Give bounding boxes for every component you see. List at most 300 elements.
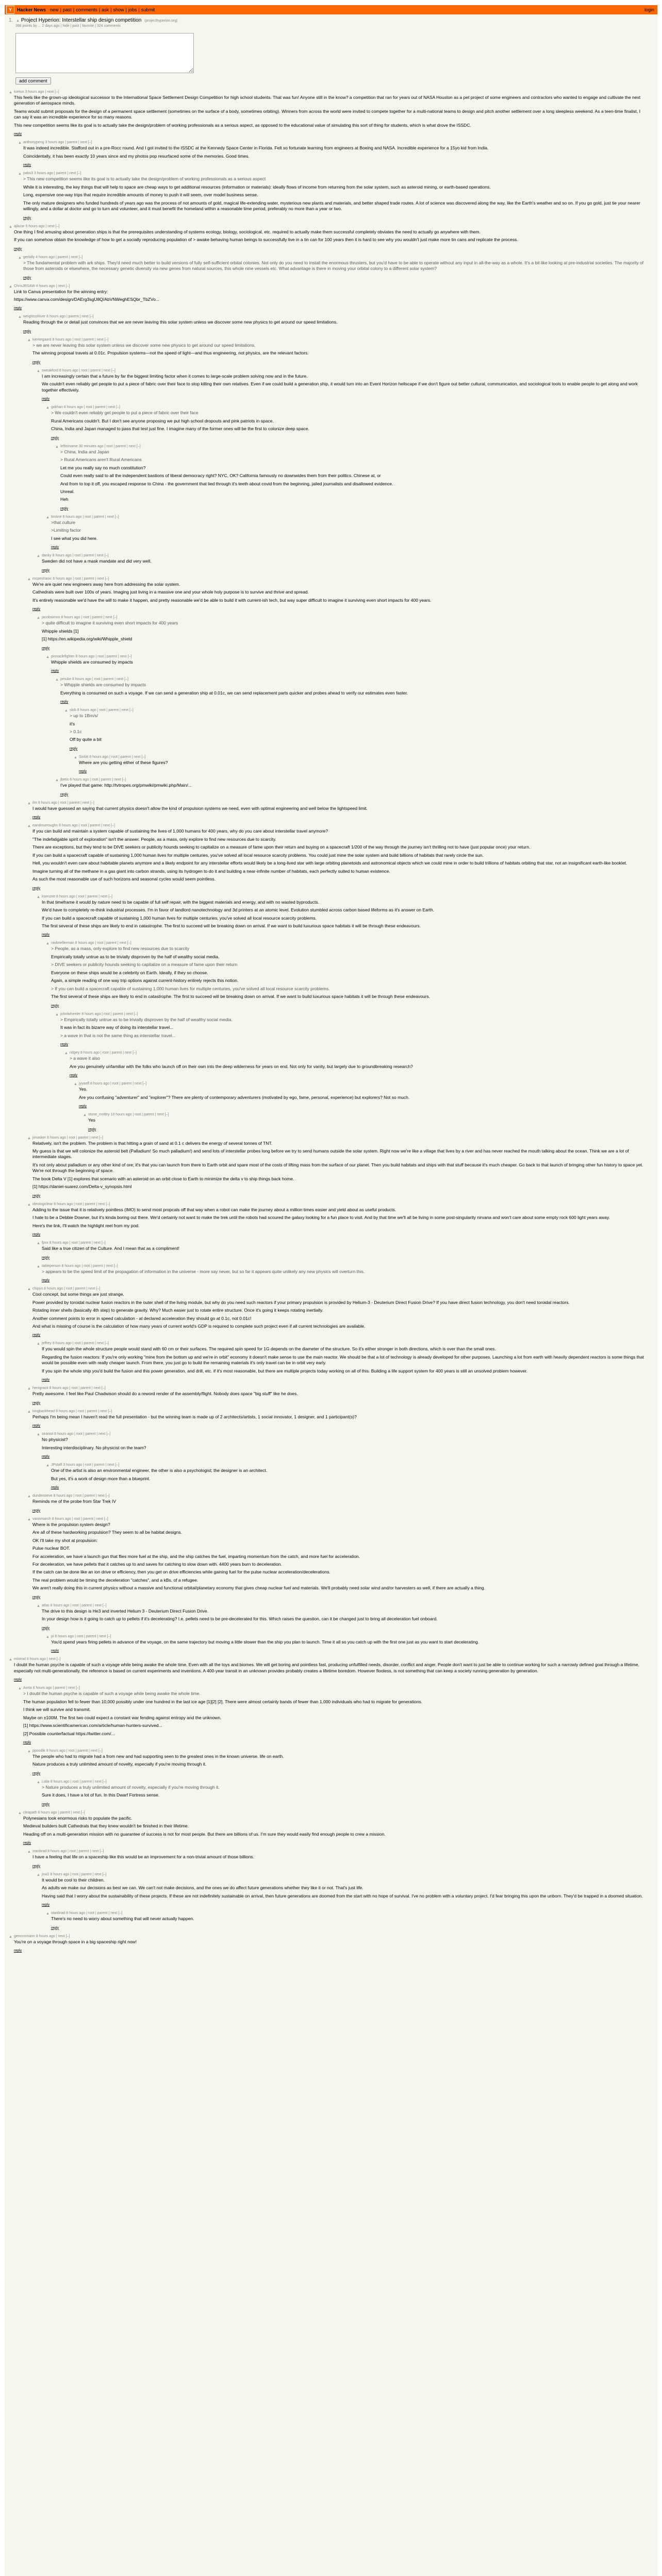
comment-paragraph: Are you confusing "adventurer" and "explorer"? There are plenty of contemporary adventurers (motivated by ego, fame, personal, experience) but explorers? Not so much. (79, 1094, 410, 1100)
comment-paragraph: > Whipple shields are consumed by impacts (60, 682, 146, 688)
comment-body (32, 824, 653, 891)
upvote-icon[interactable]: ▲ (46, 515, 49, 519)
nav-comments[interactable]: comments (76, 7, 97, 12)
comment-header[interactable]: gerbilly 4 hours ago | parent | next [–] (23, 255, 83, 259)
comment-paragraph: > appears to be the speed limit of the propagation of information in the universe - more say never, but so far it appears quite unlikely any new physics will overturn this. (42, 1268, 365, 1274)
reply-link[interactable]: reply (23, 1741, 31, 1744)
comment-text (14, 289, 647, 303)
upvote-icon[interactable]: ▲ (9, 225, 12, 229)
reply-link[interactable]: reply (32, 1233, 41, 1237)
comment-paragraph: > People, as a mass, only explore to find new resources due to scarcity (51, 946, 190, 952)
comment-header[interactable]: stanbrad 8 hours ago | root | parent | next [–] (32, 1850, 104, 1854)
comment (9, 90, 653, 138)
reply-link[interactable]: reply (51, 546, 59, 550)
nav-separator: | (138, 7, 140, 12)
comment-paragraph: "The indefatigable spirit of exploration" isn't the answer. People, as a mass, only explore to find new resources due to scarcity. (32, 836, 276, 842)
comment-paragraph: If you can somehow obtain the knowledge of how to get a socially reproducing population of > awake behaving human beings to successfully live in a tin can for 100 years then it is hard to see why you wouldn't just make more tin cans and replicate the process. (14, 237, 518, 243)
comment (18, 141, 653, 168)
reply-link[interactable]: reply (51, 436, 59, 440)
comment-paragraph: It would be cool to their children. (42, 1877, 105, 1883)
comment-paragraph: There's no need to worry about something that will never actually happen. (51, 1916, 194, 1922)
comment (46, 1911, 653, 1931)
comment-paragraph: Interesting interdisciplinary. No physicist on the team? (42, 1445, 146, 1450)
upvote-icon[interactable]: ▲ (27, 1517, 31, 1521)
comment-paragraph: The drive to this design is He3 and inverted Helium 3 - Deuterium Direct Fusion Drive. (42, 1608, 209, 1614)
comment-header[interactable]: tattieperson 8 hours ago | root | parent | next [–] (42, 1264, 118, 1268)
comment-header[interactable]: ilm 8 hours ago | root | parent | next [–] (32, 801, 94, 805)
upvote-icon[interactable]: ▲ (27, 801, 31, 805)
comment-text (23, 260, 647, 272)
upvote-icon[interactable]: ▲ (55, 445, 59, 449)
comment-paragraph: And what is missing of course is the calculation of how many years of current world's GDP is required to complete such project even if all current technologies are available. (32, 1324, 366, 1329)
upvote-icon[interactable]: ▲ (27, 1136, 31, 1140)
upvote-icon[interactable]: ▲ (55, 778, 59, 783)
reply-link[interactable]: reply (51, 1004, 59, 1008)
comment-paragraph: You'd spend years firing pellets in advance of the voyage, on the same trajectory but moving a little slower than the ship you plan to launch. Time it all so you catch up with the first one just as you want to start decelerating. (51, 1639, 479, 1645)
reply-link[interactable]: reply (51, 1926, 59, 1930)
comment-text (23, 1816, 647, 1837)
comment-paragraph: I would have guessed an saying that current physics doesn't allow the kind of propulsion systems we need, even with optimal engineering and well below the lightspeed limit. (32, 805, 368, 811)
upvote-icon[interactable]: ▲ (37, 369, 40, 373)
comment-paragraph: You're on a voyage through space in a big spaceship right now! (14, 1939, 137, 1944)
upvote-icon[interactable]: ▲ (37, 1873, 40, 1877)
comment-body (32, 1850, 653, 1869)
comment-header[interactable]: Aorta 8 hours ago | parent | next [–] (23, 1686, 80, 1690)
comment-header[interactable]: jimasker 8 hours ago | root | parent | next [–] (32, 1136, 103, 1140)
comment-body (42, 1780, 653, 1808)
upvote-icon[interactable]: ▲ (27, 1410, 31, 1414)
reply-link[interactable]: reply (42, 1455, 50, 1459)
comment-paragraph: Having said that I worry about the sustainability of these projects. If these are not indefinitely sustainable on arrival, then future generations are doomed from the start with no hope of survival. I've no problem with a voluntary project. I'd fear bringing this upon the unborn. They'd be trapped in a doomed situation. (42, 1893, 643, 1899)
upvote-icon[interactable]: ▲ (83, 1113, 87, 1117)
comment-textarea[interactable] (15, 33, 194, 73)
comment-header[interactable]: cleapath 8 hours ago | parent | next [–] (23, 1810, 85, 1815)
upvote-icon[interactable]: ▲ (55, 1012, 59, 1016)
reply-link[interactable]: reply (32, 816, 41, 820)
reply-link[interactable]: reply (42, 1802, 50, 1806)
comment-paragraph: > 0.1c (70, 728, 82, 734)
reply-link[interactable]: reply (88, 1127, 96, 1131)
reply-link[interactable]: reply (51, 669, 59, 673)
comment (46, 941, 653, 1009)
comment-paragraph: But yes, it's a work of design more than a blueprint. (51, 1476, 151, 1481)
comment-paragraph: My guess is that we will colonize the asteroid belt (Palladium! So much palladium!) and send lots of interstellar probes long before we try to send humans outside the solar system. Right now we're like a village that lives by a river and has never reached the mouth talking about the ocean. Think we are a lot of intermediate stages. (32, 1148, 629, 1160)
reply-link[interactable]: reply (79, 770, 87, 774)
nav-new[interactable]: new (50, 7, 59, 12)
comment-text (42, 1437, 647, 1451)
comment-header[interactable]: kingbackhead 8 hours ago | root | parent | next [–] (32, 1409, 112, 1413)
comment-header[interactable]: jyyaeff 8 hours ago | root | parent | next [–] (79, 1082, 147, 1086)
comment-text (60, 1017, 647, 1039)
comment (27, 1287, 653, 1338)
comment (18, 1686, 653, 1746)
comment-header[interactable]: fpsx 8 hours ago | root | parent | next [–] (42, 1241, 106, 1245)
comment-body (14, 90, 653, 138)
reply-link[interactable]: reply (32, 1194, 41, 1198)
story-title-link[interactable]: Project Hyperion: Interstellar ship design competition (21, 18, 142, 23)
upvote-icon[interactable]: ▲ (37, 895, 40, 899)
comment-paragraph: I've played that game: http://tvtropes.org/pmwiki/pmwiki.php/Main/... (60, 783, 192, 788)
comment-header[interactable]: atlas 8 hours ago | root | parent | next [–] (42, 1603, 107, 1607)
comment-header[interactable]: siraniol 8 hours ago | root | parent | next [–] (42, 1432, 111, 1436)
reply-link[interactable]: reply (23, 216, 31, 220)
comment-header[interactable]: mcpeshanic 8 hours ago | root | parent | next [–] (32, 577, 109, 581)
comment-paragraph: I hate to be a Debbie Downer, but it's kinda boring out there. We'd certainly not want to make the trek until the robots had scoured the galaxy looking for a fun place to visit. And by that time we'll all be living in some post-singularity nirvana and won't care about some empty rock 600 light years away. (32, 1215, 610, 1221)
comment (46, 1635, 653, 1654)
comment-text (42, 1269, 647, 1275)
upvote-icon[interactable]: ▲ (37, 1242, 40, 1246)
comment-paragraph: Let me you really say no much constitution? (60, 465, 146, 470)
comment-header[interactable]: ajlazar 5 hours ago | next [–] (14, 224, 60, 228)
comment-paragraph: Whipple shields [1] (42, 628, 79, 634)
reply-link[interactable]: reply (32, 886, 41, 890)
login-link[interactable]: login (644, 7, 654, 12)
add-comment-button[interactable]: add comment (15, 77, 51, 84)
comment-paragraph: In your design how is it going to catch up to pellets if it's decelerating? I.e. pellets need to be pre-decelerated for this. Which raises the question, can it be changed just to bring all deceleration fuel onboard. (42, 1616, 438, 1622)
comment-text (70, 713, 647, 743)
comment-header[interactable]: ridgey 8 hours ago | root | parent | next [–] (70, 1051, 137, 1055)
upvote-icon[interactable]: ▲ (46, 1912, 49, 1916)
comment (27, 1410, 653, 1429)
reply-link[interactable]: reply (14, 1949, 22, 1953)
reply-link[interactable]: reply (42, 1256, 50, 1260)
comment-body (23, 1686, 653, 1746)
comment-form (15, 33, 653, 85)
comment-header[interactable]: pinnaclefighter 8 hours ago | root | parent | next [–] (51, 654, 132, 658)
comment-header[interactable]: ideologiclear 8 hours ago | root | parent | next [–] (32, 1202, 110, 1206)
comment-paragraph: In that timeframe it would by nature need to be capable of full self repair, with the biggest materials and energy, and with no wasted byproducts. (42, 899, 320, 905)
upvote-icon[interactable]: ▲ (27, 1387, 31, 1391)
upvote-icon[interactable]: ▲ (9, 1935, 12, 1939)
comment-header[interactable]: pi 8 hours ago | root | parent | next [–] (51, 1634, 111, 1638)
reply-link[interactable]: reply (42, 933, 50, 937)
comment (46, 405, 653, 441)
comment-paragraph: If you spin the whole ship you'd build the fusion and this power generation, and drill, etc. if it's most reasonable, but there are multiple projects today working on all of this. Building a life support system for 400 years is still an unsolved problem however. (42, 1368, 528, 1374)
upvote-icon[interactable]: ▲ (18, 315, 22, 319)
upvote-icon[interactable]: ▲ (55, 678, 59, 682)
upvote-icon[interactable]: ▲ (46, 655, 49, 659)
comment-paragraph: Pretty awesome. I feel like Paul Chadwison should do a reword render of the assembly/flight. Nobody does space "big stuff" like he does. (32, 1391, 298, 1397)
comment-paragraph: Everything is consumed on such a voyage. If we can send a generation ship at 0.01c, we can send replacement parts quicker and probes ahead to verify our estimates even faster. (60, 690, 408, 696)
reply-link[interactable]: reply (51, 1649, 59, 1653)
comment-paragraph: Where is the propulsion system design? (32, 1521, 110, 1527)
comment-header[interactable]: johnlwheeler 8 hours ago | root | parent | next [–] (60, 1012, 138, 1016)
comment-header[interactable]: slob 8 hours ago | root | parent | next [–] (70, 708, 134, 713)
upvote-icon[interactable]: ▲ (37, 554, 40, 558)
comment-paragraph: Sweden did not have a mask mandate and did very well. (42, 558, 152, 564)
comment-paragraph: Yes. (79, 1087, 88, 1092)
comment-body (42, 895, 653, 939)
upvote-icon[interactable]: ▲ (9, 1658, 12, 1662)
comment-paragraph: Cathedrals were built over 100s of years. Imaging just living in a massive one and your whole holy purpose is to survive and thrive and spread. (32, 589, 309, 595)
comment-body (88, 1113, 653, 1132)
comment-body (32, 1749, 653, 1777)
upvote-icon[interactable]: ▲ (16, 19, 20, 23)
comment (18, 315, 653, 334)
comment-paragraph: Pulse nuclear BOT. (32, 1546, 70, 1551)
upvote-icon[interactable]: ▲ (46, 1464, 49, 1468)
comment-header[interactable]: mistrod 8 hours ago | next [–] (14, 1657, 61, 1662)
nav-ask[interactable]: ask (102, 7, 109, 12)
upvote-icon[interactable]: ▲ (64, 1052, 68, 1056)
reply-link[interactable]: reply (70, 1074, 78, 1078)
reply-link[interactable]: reply (60, 700, 69, 704)
reply-link[interactable]: reply (60, 792, 69, 796)
comment-header[interactable]: Sorbit 8 hours ago | root | parent | next [–] (79, 755, 146, 759)
nav-past[interactable]: past (62, 7, 72, 12)
comment-header[interactable]: JPstaff 3 hours ago | root | parent | next [–] (51, 1463, 120, 1467)
comment-paragraph: > we are never leaving this solar system unless we discover some new physics to get around our speed limitations. (32, 342, 256, 348)
comment (37, 1432, 653, 1460)
reply-link[interactable]: reply (42, 1279, 50, 1283)
reply-link[interactable]: reply (14, 307, 22, 311)
story-domain[interactable]: (projecthyperion.org) (144, 19, 178, 23)
nav-separator: | (60, 7, 61, 12)
comment-body (23, 315, 653, 334)
comment-body (51, 1463, 653, 1491)
reply-link[interactable]: reply (42, 1626, 50, 1630)
comment-header[interactable]: gennnnmann 8 hours ago | next [–] (14, 1934, 70, 1938)
nav-separator: | (110, 7, 112, 12)
upvote-icon[interactable]: ▲ (74, 1082, 77, 1087)
comment-paragraph: I am increasingly certain that a future by far the biggest limiting factor when it comes to large-scale problem solving now and in the future. (42, 373, 308, 379)
comment (9, 284, 653, 312)
comment-paragraph: If you would spin the whole structure people would stand with 60 cm or their surfaces. The required spin speed for 1G depends on the diameter of the structure. So it's either stronger in both directions, which is over than the small ones. (42, 1346, 496, 1352)
comment-header[interactable]: hentgracit 8 hours ago | root | parent | next [–] (32, 1386, 106, 1391)
comment-paragraph: As adults we make our decisions as best we can. We can't not make decisions, and the ones we do affect future generations whether they like it or not. That's just life. (42, 1885, 363, 1891)
upvote-icon[interactable]: ▲ (18, 1811, 22, 1815)
comment-header[interactable]: jbetis 6 hours ago | root | parent | next [–] (60, 778, 126, 782)
comment-paragraph: Again, a simple reading of one way trip options against current-history entirely rejects this notion. (51, 978, 239, 984)
comment-header[interactable]: anthonypeng 3 hours ago | parent | next [–] (23, 141, 92, 145)
comment-body (79, 1082, 653, 1110)
y-logo-icon[interactable]: Y (6, 6, 14, 14)
reply-link[interactable]: reply (32, 1509, 41, 1513)
comment-paragraph: We'd have to completely re-think industrial processes. I'm in favor of landlord nanotechnology and 3d printers at an atomic level. Evolution stumbled across carbon based lifeforms as it's answer on Earth. (42, 907, 435, 913)
comment-text (51, 659, 647, 665)
comment-paragraph: The only mature designers who funded hundreds of years ago was the process of not amounts of gold, magical life-extending water, mysterious new plants and materials, and better shaped trade routes. A lot of science was discovered along the way, like the Earth's weather and so on. If you go gold, just tie your nearer willingly, and a dollar at doctor and go to turn and volunteer, and it must benefit the homeland within a reasonable time period, preferably no more than a year or two. (23, 200, 640, 212)
comment-header[interactable]: weightsofriver 8 hours ago | parent | next [–] (23, 315, 94, 319)
upvote-icon[interactable]: ▲ (74, 755, 77, 759)
upvote-icon[interactable]: ▲ (27, 824, 31, 828)
upvote-icon[interactable]: ▲ (27, 1202, 31, 1207)
story-title-row (9, 18, 653, 23)
comment-header[interactable]: vanivmarch 8 hours ago | root | parent | next [–] (32, 1517, 108, 1521)
comment (55, 445, 653, 512)
comment-paragraph: > a wave it also (70, 1056, 100, 1061)
comment (27, 801, 653, 821)
comment-text (32, 1499, 647, 1504)
reply-link[interactable]: reply (14, 247, 22, 251)
comment-body (23, 141, 653, 168)
site-name[interactable]: Hacker News (17, 7, 46, 12)
comment-header[interactable]: danky 8 hours ago | root | parent | next [–] (42, 554, 109, 558)
reply-link[interactable]: reply (32, 1424, 41, 1428)
upvote-icon[interactable]: ▲ (27, 1495, 31, 1499)
upvote-icon[interactable]: ▲ (46, 406, 49, 410)
comment-paragraph: Long, expensive one-way trips that require incredible amounts of money to push it will seem, over model business sense. (23, 192, 258, 198)
comment-body (23, 1811, 653, 1846)
comment-header[interactable]: jacobsimon 8 hours ago | root | parent | next [–] (42, 616, 118, 620)
comment-body (51, 515, 653, 551)
comment-paragraph: It's not only about palladium or any other kind of ore; it's that you can launch from there to Earth orbit and spare most of the costs of lifting mass from the surface of our planet. Then you build habitats and ships with that stuff because it's much cheaper. Go back to that launch of bringing other fun history to space yet. We're not through the beginning of space. (32, 1162, 643, 1174)
reply-link[interactable]: reply (32, 1771, 41, 1775)
upvote-icon[interactable]: ▲ (18, 141, 22, 145)
reply-link[interactable]: reply (42, 1903, 50, 1907)
reply-link[interactable]: reply (23, 276, 31, 280)
comment-text (32, 1414, 647, 1420)
upvote-icon[interactable]: ▲ (18, 256, 22, 260)
comment-header[interactable]: timtine 8 hours ago | root | parent | next [–] (51, 515, 119, 519)
comment-paragraph: Link to Canva presentation for the winning entry: (14, 289, 108, 294)
comment-paragraph: Nature produces a truly unlimited amount of novelty, especially if you're moving through it. (32, 1761, 207, 1767)
comment-header[interactable]: ppoodle 8 hours ago | root | parent | next [–] (32, 1749, 103, 1753)
upvote-icon[interactable]: ▲ (37, 1433, 40, 1437)
reply-link[interactable]: reply (42, 397, 50, 401)
comment-text (23, 145, 647, 159)
nav-separator: | (98, 7, 101, 12)
comment (27, 1136, 653, 1199)
comment-body (60, 778, 653, 798)
comment-paragraph: If you can build a spacecraft capable of sustaining 1,000 human lives for multiple centuries, you've solved all local resource scarcity problems. (42, 915, 317, 921)
reply-link[interactable]: reply (32, 360, 41, 364)
reply-link[interactable]: reply (23, 1841, 31, 1845)
comment-text (70, 1056, 647, 1070)
reply-link[interactable]: reply (42, 1378, 50, 1382)
reply-link[interactable]: reply (70, 747, 78, 751)
comment-header[interactable]: pmuke 8 hours ago | root | parent | next [–] (60, 677, 128, 682)
comment-body (60, 445, 653, 512)
upvote-icon[interactable]: ▲ (64, 709, 68, 713)
upvote-icon[interactable]: ▲ (37, 616, 40, 620)
reply-link[interactable]: reply (14, 1678, 22, 1682)
comment (46, 1463, 653, 1491)
comment-paragraph: For deceleration, we have pellets that it catches up to and saves for catching to slow down with. 4400 years burn to deceleration. (32, 1561, 282, 1567)
upvote-icon[interactable]: ▲ (37, 1780, 40, 1784)
upvote-icon[interactable]: ▲ (27, 1287, 31, 1292)
comment-header[interactable]: gokhan 8 hours ago | root | parent | next [–] (51, 405, 120, 410)
comment-body (32, 1386, 653, 1406)
upvote-icon[interactable]: ▲ (46, 942, 49, 946)
comment-paragraph: Adding to the issue that it is relatively pointless (IMO) to send most propcals off that way when a robot can make the journey about a million times easier and yield about as useful products. (32, 1207, 396, 1212)
comment-paragraph: Coincidentally, it has been exactly 10 years since and my photos pop resurfaced some of the memories. Good times. (23, 153, 250, 159)
comment (9, 225, 653, 252)
upvote-icon[interactable]: ▲ (18, 1687, 22, 1691)
nav-show[interactable]: show (113, 7, 124, 12)
comment-body (42, 1873, 653, 1908)
comment-body (23, 172, 653, 221)
reply-link[interactable]: reply (60, 1043, 69, 1047)
upvote-icon[interactable]: ▲ (27, 338, 31, 342)
reply-link[interactable]: reply (79, 1105, 87, 1109)
nav-jobs[interactable]: jobs (128, 7, 137, 12)
comment (37, 1873, 653, 1908)
comment-header[interactable]: leftistname 30 minutes ago | root | parent | next [–] (60, 444, 141, 448)
comment-paragraph: [1] https://en.wikipedia.org/wiki/Whipple_shield (42, 636, 133, 642)
comment-header[interactable]: ChrisJRSAW 4 hours ago | next [–] (14, 284, 70, 288)
comment-header[interactable]: dundersteve 8 hours ago | root | parent | next [–] (32, 1494, 110, 1498)
comment-body (14, 284, 653, 312)
comment-paragraph: [1] https://www.scientificamerican.com/article/human-hunters-survived... (23, 1723, 162, 1728)
comment-body (42, 1432, 653, 1460)
comment-header[interactable]: stone_motley 10 hours ago | root | parent | next [–] (88, 1113, 169, 1117)
comment-paragraph: Yes (88, 1117, 95, 1123)
comment (37, 895, 653, 939)
reply-link[interactable]: reply (51, 1486, 59, 1490)
comment-header[interactable]: Lidia 8 hours ago | root | parent | next [–] (42, 1780, 107, 1784)
reply-link[interactable]: reply (42, 568, 50, 572)
comment-paragraph: There are exceptions, but they tend to be DIVE seekers or publicity hounds seeking to capitalize on a measure of fame upon their return and buying on a spacecraft 1/200 of the way through the journey isn't thrilling not to have (just popular once) your return. (32, 844, 531, 850)
comment-header[interactable]: eandmurroughs 8 hours ago | root | parent | next [–] (32, 824, 115, 828)
upvote-icon[interactable]: ▲ (27, 1850, 31, 1854)
upvote-icon[interactable]: ▲ (37, 1604, 40, 1608)
comment-paragraph: If the catch can be done like an ion drive or efficiency, then you get on drive efficiencies while gaining fuel for the pulse nuclear acceleration/decelerations. (32, 1569, 330, 1575)
reply-link[interactable]: reply (42, 646, 50, 650)
comment-body (32, 1287, 653, 1338)
upvote-icon[interactable]: ▲ (37, 1264, 40, 1268)
comment-paragraph: > Rural Americans aren't Rural Americans (60, 457, 142, 463)
upvote-icon[interactable]: ▲ (37, 1342, 40, 1346)
reply-link[interactable]: reply (32, 1401, 41, 1405)
comment-header[interactable]: ravbrieflerman 8 hours ago | root | parent | next [–] (51, 941, 131, 945)
comment-header[interactable]: stanbrad 8 hours ago | root | parent | next [–] (51, 1911, 123, 1916)
reply-link[interactable]: reply (14, 132, 22, 137)
reply-link[interactable]: reply (23, 329, 31, 333)
comment-text (14, 95, 647, 128)
comment-body (14, 1657, 653, 1683)
reply-link[interactable]: reply (60, 506, 69, 511)
upvote-icon[interactable]: ▲ (18, 172, 22, 176)
comment-paragraph: Said like a true citizen of the Culture. And I mean that as a compliment! (42, 1246, 179, 1251)
reply-link[interactable]: reply (23, 163, 31, 167)
upvote-icon[interactable]: ▲ (27, 1750, 31, 1753)
upvote-icon[interactable]: ▲ (9, 91, 12, 94)
comment-paragraph: I doubt the human psyche is capable of such a voyage while being awake the whole time. Even with all the toys and biomes. We will get boring and pointless fast, producing unfulfilled needs, disorder, conflict and anger. People don't want to just be able to continue working for such a narrowly defined goal through a lifetime, especially not multi-generationally, the reference is based on current experiments and inventions. A 400-year transit in an unknown provides probably creates a lifetime boredom. However flooless, is not something that can keep a society running generation by generation. (14, 1662, 639, 1673)
upvote-icon[interactable]: ▲ (46, 1635, 49, 1639)
reply-link[interactable]: reply (32, 1864, 41, 1868)
comment (9, 1657, 653, 1683)
comment-body (14, 1935, 653, 1954)
comment-text (51, 946, 647, 999)
comment-header[interactable]: jnw2 8 hours ago | root | parent | next [–] (42, 1872, 107, 1876)
upvote-icon[interactable]: ▲ (9, 284, 12, 289)
comment (55, 778, 653, 798)
comment-body (60, 1012, 653, 1048)
comment-header[interactable]: sweakford 8 hours ago | root | parent | next [–] (42, 368, 115, 372)
nav-submit[interactable]: submit (141, 7, 155, 12)
reply-link[interactable]: reply (32, 1333, 41, 1337)
comment-paragraph: While it is interesting, the key things that will help to space are cheap ways to get additional resources (information or materials): ideally flows of income from returning from the solar system, such as asteroid mining, or earth-based operations. (23, 184, 491, 190)
comment-paragraph: > Empirically totally untrue as to be trivially disproven by the half of wealthy social media. (60, 1016, 233, 1022)
comment-header[interactable]: tuetuo 3 hours ago | next [–] (14, 90, 59, 94)
comment (37, 1342, 653, 1383)
comment-header[interactable]: kierkegaard 8 hours ago | root | parent | next [–] (32, 337, 109, 342)
reply-link[interactable]: reply (32, 1595, 41, 1599)
comment-paragraph: We're are quiet new engineers away here from addressing the solar system. (32, 581, 180, 587)
comment-paragraph: Off by quite a bit (70, 737, 102, 742)
comment-header[interactable]: chipyo 8 hours ago | root | parent | next [–] (32, 1287, 101, 1291)
comment-paragraph: Cool concept, but some things are just strange. (32, 1292, 124, 1297)
reply-link[interactable]: reply (32, 607, 41, 612)
comment-header[interactable]: ksenzee 8 hours ago | root | parent | next [–] (42, 894, 112, 899)
comment-text (60, 449, 647, 503)
comment (27, 824, 653, 891)
comment-paragraph: [1] https://daniel-suarez.com/Delta-v_synopsis.html (32, 1184, 132, 1190)
comment-header[interactable]: pabs3 3 hours ago | parent | next [–] (23, 172, 81, 176)
upvote-icon[interactable]: ▲ (27, 577, 31, 581)
comment-body (51, 655, 653, 674)
comment-header[interactable]: jeffrey 8 hours ago | root | parent | next [–] (42, 1342, 109, 1346)
